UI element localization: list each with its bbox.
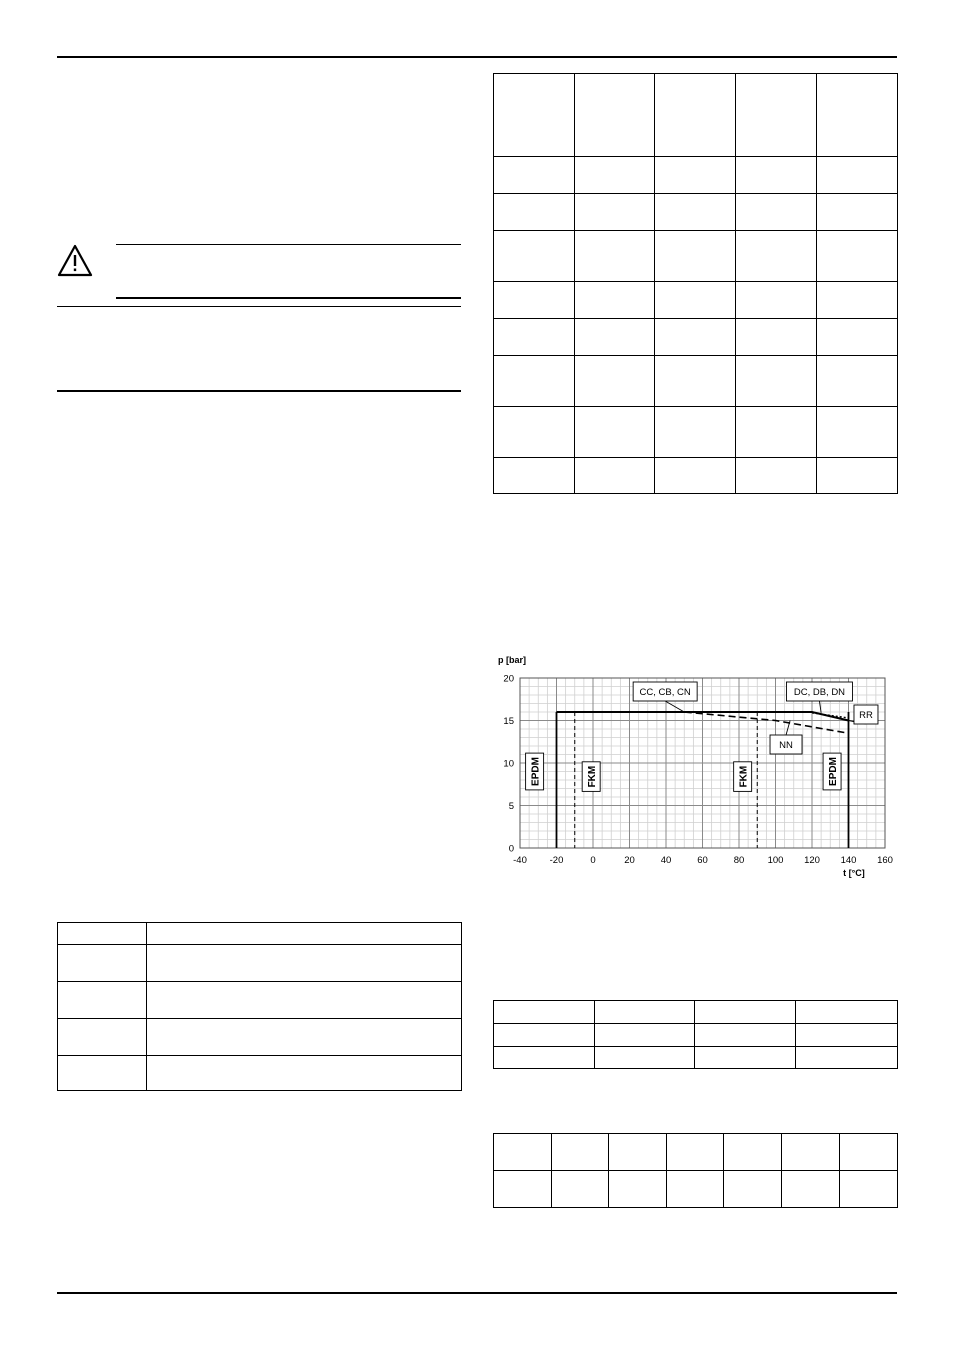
header-rule bbox=[57, 56, 897, 58]
table-row bbox=[494, 231, 898, 282]
table-row bbox=[494, 407, 898, 458]
small-table-b bbox=[493, 1133, 898, 1208]
table-row bbox=[494, 282, 898, 319]
region-label-text: EPDM bbox=[530, 757, 542, 786]
x-tick-label: 100 bbox=[767, 855, 784, 866]
x-tick-label: 140 bbox=[840, 855, 857, 866]
section-top-rule bbox=[57, 306, 461, 307]
table-row bbox=[494, 1024, 898, 1047]
annotation-label: RR bbox=[859, 710, 873, 721]
pressure-temperature-chart bbox=[494, 650, 900, 882]
small-table-a bbox=[493, 1000, 898, 1069]
table-row bbox=[494, 458, 898, 494]
annotation-label: CC, CB, CN bbox=[639, 687, 691, 698]
table-row bbox=[494, 74, 898, 157]
table-row bbox=[494, 1047, 898, 1069]
section-bottom-rule bbox=[57, 390, 461, 392]
table-row bbox=[494, 319, 898, 356]
table-row bbox=[58, 1019, 462, 1056]
warning-top-rule bbox=[116, 244, 461, 245]
x-tick-label: 20 bbox=[624, 855, 635, 866]
x-tick-label: 0 bbox=[590, 855, 596, 866]
x-tick-label: 160 bbox=[877, 855, 893, 866]
y-tick-label: 0 bbox=[508, 843, 514, 855]
footer-rule bbox=[57, 1292, 897, 1294]
region-label-text: FKM bbox=[587, 765, 599, 788]
y-tick-label: 15 bbox=[503, 716, 514, 727]
x-tick-label: 80 bbox=[733, 855, 745, 866]
x-tick-label: 120 bbox=[804, 855, 820, 866]
x-tick-label: 60 bbox=[697, 855, 708, 866]
chart-svg bbox=[494, 650, 900, 882]
x-tick-label: -40 bbox=[513, 855, 527, 866]
x-tick-label: 40 bbox=[660, 855, 672, 866]
table-row bbox=[494, 194, 898, 231]
warning-icon bbox=[57, 243, 93, 279]
region-label bbox=[526, 753, 544, 790]
table-row bbox=[494, 356, 898, 407]
x-tick-label: -20 bbox=[549, 855, 564, 866]
x-axis-label: t [°C] bbox=[843, 868, 865, 878]
table-row bbox=[494, 1001, 898, 1024]
table-row bbox=[58, 982, 462, 1019]
region-label-text: EPDM bbox=[828, 757, 840, 786]
annotation-label: NN bbox=[779, 740, 793, 751]
y-tick-label: 5 bbox=[508, 801, 514, 812]
y-tick-label: 10 bbox=[503, 758, 514, 770]
table-row bbox=[494, 157, 898, 194]
region-label bbox=[734, 762, 752, 792]
region-label bbox=[582, 762, 600, 792]
y-axis-label: p [bar] bbox=[498, 655, 526, 665]
region-label-text: FKM bbox=[738, 765, 750, 788]
code-table bbox=[57, 922, 462, 1091]
region-label bbox=[823, 753, 841, 790]
material-table bbox=[493, 73, 898, 494]
warning-bottom-rule bbox=[116, 297, 461, 299]
table-row bbox=[494, 1171, 898, 1208]
table-row bbox=[58, 923, 462, 945]
table-row bbox=[58, 1056, 462, 1091]
y-tick-label: 20 bbox=[503, 673, 514, 685]
annotation-label: DC, DB, DN bbox=[793, 687, 846, 698]
table-row bbox=[494, 1134, 898, 1171]
table-row bbox=[58, 945, 462, 982]
